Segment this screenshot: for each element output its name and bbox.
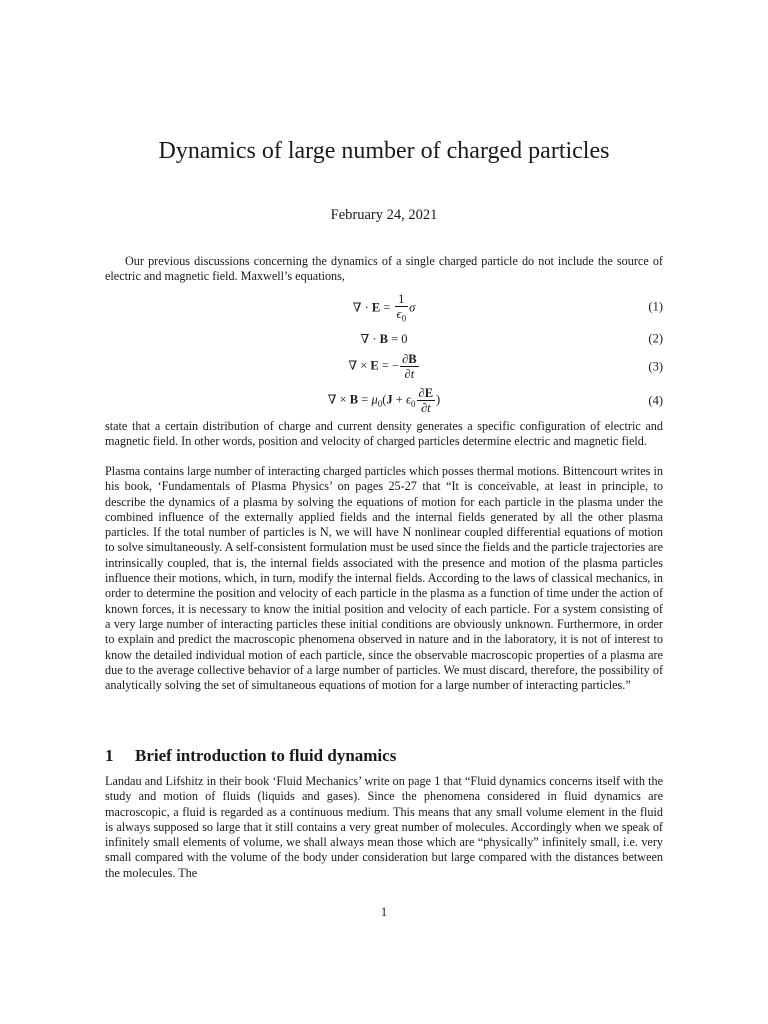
equation-4-body: ∇ × $B = \mu_0(J + \epsilon_0$ $\frac{\partial E}{\partial t}$ ): [327, 386, 441, 415]
section-number: 1: [105, 746, 114, 765]
equation-1-body: ∇ · E = $\frac{1}{\epsilon_0}$ σ: [352, 292, 416, 324]
equation-3: [105, 352, 663, 382]
equation-1-number: (1): [648, 299, 663, 314]
equation-3-body: ∇ × E = − $\frac{\partial B}{\partial t}$: [348, 352, 417, 381]
page-number: 1: [380, 905, 388, 919]
document-date: February 24, 2021: [330, 207, 438, 223]
equation-2-number: (2): [648, 331, 663, 346]
equation-2-body: ∇ · B = 0: [360, 332, 408, 346]
section-heading: [105, 745, 663, 767]
after-equations-paragraph: state that a certain distribution of charge and current density generates a specific configuration of electric and magnetic field. In other words, position and velocity of charged particles determine electric and magnetic field.: [105, 419, 663, 449]
equation-3-number: (3): [648, 359, 663, 374]
document-title: Dynamics of large number of charged particles: [158, 138, 610, 164]
plasma-paragraph: Plasma contains large number of interacting charged particles which posses thermal motions. Bittencourt writes in his book, ‘Fundamentals of Plasma Physics’ on pages 25-27 that “It is conceivable, at least in principle, to describe the dynamics of a plasma by solving the equations of motion for each particle in the plasma under the combined influence of the externally applied fields and the internal fields generated by all the other plasma particles. If the total number of particles is N, we will have N nonlinear coupled differential equations of motion to solve simultaneously. A self-consistent formulation must be used since the fields and the particle trajectories are intrinsically coupled, that is, the internal fields associated with the presence and motion of the plasma particles influence their motions, which, in turn, modify the internal fields. According to the laws of classical mechanics, in order to determine the position and velocity of each particle in the plasma as a function of time under the action of known forces, it is necessary to know the initial position and velocity of each particle. For a system consisting of a very large number of interacting particles these initial conditions are obviously unknown. Furthermore, in order to explain and predict the macroscopic phenomena observed in nature and in the laboratory, it is not of interest to know the detailed individual motion of each particle, since the observable macroscopic properties of a plasma are due to the average collective behavior of a large number of particles. We must discard, therefore, the possibility of analytically solving the set of simultaneous equations of motion for a large number of interacting particles.”: [105, 464, 663, 693]
section-title: Brief introduction to fluid dynamics: [135, 746, 397, 765]
equation-1: [105, 292, 663, 322]
section-paragraph: Landau and Lifshitz in their book ‘Fluid Mechanics’ write on page 1 that “Fluid dynamics concerns itself with the study and motion of fluids (liquids and gases). Since the phenomena considered in fluid dynamics are macroscopic, a fluid is regarded as a continuous medium. This means that any small volume element in the fluid is always supposed so large that it still contains a very great number of molecules. Accordingly when we speak of infinitely small elements of volume, we shall always mean those which are “physically” infinitely small, i.e. very small compared with the volume of the body under consideration but large compared with the distances between the molecules. The: [105, 774, 663, 880]
equation-4: [105, 386, 663, 416]
intro-paragraph: Our previous discussions concerning the dynamics of a single charged particle do not include the source of electric and magnetic field. Maxwell’s equations,: [105, 254, 663, 284]
equation-4-number: (4): [648, 393, 663, 408]
equation-2: [105, 326, 663, 352]
